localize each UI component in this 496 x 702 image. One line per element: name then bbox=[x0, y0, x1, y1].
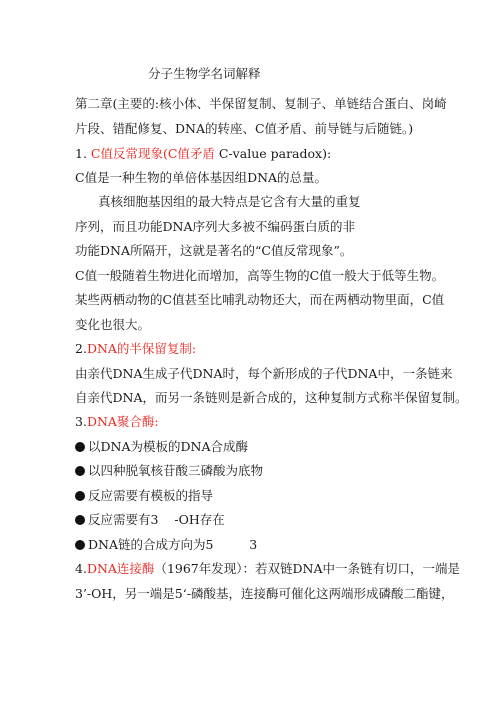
section-4-number: 4. bbox=[75, 561, 87, 576]
bullet-icon bbox=[75, 540, 85, 550]
section-1-term-english: C-value paradox): bbox=[214, 146, 332, 161]
chapter-intro-line-2: 片段、错配修复、DNA的转座、C值矛盾、前导链与后随链。) bbox=[75, 121, 414, 136]
section-2-line-1: 由亲代DNA生成子代DNA时，每个新形成的子代DNA中，一条链来 bbox=[75, 366, 453, 381]
section-1-heading bbox=[75, 146, 331, 162]
section-1-line-3: 序列，而且功能DNA序列大多被不编码蛋白质的非 bbox=[75, 219, 355, 234]
section-3-heading bbox=[75, 414, 159, 430]
list-item: 以DNA为模板的DNA合成酶 bbox=[75, 439, 248, 455]
list-item: 反应需要有模板的指导 bbox=[75, 488, 213, 504]
section-2-heading bbox=[75, 341, 196, 357]
list-item: 反应需要有3 -OH存在 bbox=[75, 512, 225, 528]
section-1-line-6: 某些两栖动物的C值甚至比哺乳动物还大，而在两栖动物里面，C值 bbox=[75, 292, 445, 307]
chapter-intro-line-1: 第二章(主要的:核小体、半保留复制、复制子、单链结合蛋白、岗崎 bbox=[75, 96, 447, 111]
section-1-line-7: 变化也很大。 bbox=[75, 317, 151, 332]
page-title: 分子生物学名词解释 bbox=[148, 66, 261, 81]
section-2-number: 2. bbox=[75, 341, 87, 356]
section-1-line-4: 功能DNA所隔开，这就是著名的“C值反常现象”。 bbox=[75, 243, 353, 258]
section-3-number: 3. bbox=[75, 414, 87, 429]
section-3-term: DNA聚合酶: bbox=[86, 414, 159, 429]
list-item: 以四种脱氧核苷酸三磷酸为底物 bbox=[75, 463, 263, 479]
bullet-icon bbox=[75, 515, 85, 525]
section-1-number: 1. bbox=[75, 146, 91, 161]
section-4-line-1: （1967年发现）：若双链DNA中一条链有切口，一端是 bbox=[154, 561, 460, 576]
list-item: DNA链的合成方向为5 3 bbox=[75, 537, 257, 553]
bullet-icon bbox=[75, 491, 85, 501]
section-2-line-2: 自亲代DNA，而另一条链则是新合成的，这种复制方式称半保留复制。 bbox=[75, 390, 468, 405]
section-4-heading bbox=[75, 561, 460, 577]
section-4-line-2: 3’-OH，另一端是5‘-磷酸基，连接酶可催化这两端形成磷酸二酯键， bbox=[75, 586, 454, 601]
section-1-line-2: 真核细胞基因组的最大特点是它含有大量的重复 bbox=[98, 194, 361, 209]
section-4-term: DNA连接酶 bbox=[86, 561, 155, 576]
section-1-term: C值反常现象(C值矛盾 bbox=[90, 146, 215, 161]
section-1-line-1: C值是一种生物的单倍体基因组DNA的总量。 bbox=[75, 170, 328, 185]
section-1-line-5: C值一般随着生物进化而增加，高等生物的C值一般大于低等生物。 bbox=[75, 268, 445, 283]
section-2-term: DNA的半保留复制: bbox=[86, 341, 197, 356]
bullet-icon bbox=[75, 442, 85, 452]
bullet-icon bbox=[75, 466, 85, 476]
